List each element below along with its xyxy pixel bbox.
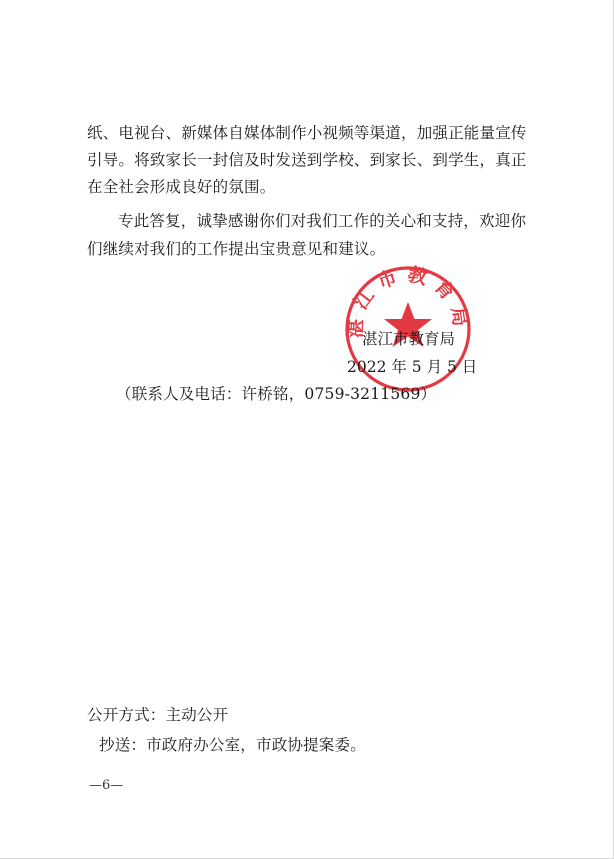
body-line-1: 纸、电视台、新媒体自媒体制作小视频等渠道，加强正能量宣传 [87,124,527,142]
body-line-3: 在全社会形成良好的氛围。 [87,178,276,196]
signing-date: 2022 年 5 月 5 日 [347,358,478,376]
disclosure-line [87,705,228,725]
disclosure-label: 公开方式： [87,706,166,724]
seal-text: 湛江市教育局 [344,264,473,339]
contact-info: （联系人及电话：许桥铭，0759-3211569） [116,385,437,403]
cc-label: 抄送： [99,736,147,754]
body-line-5: 们继续对我们的工作提出宝贵意见和建议。 [87,240,386,258]
signing-department: 湛江市教育局 [362,330,456,348]
disclosure-value: 主动公开 [165,706,229,724]
body-line-4: 专此答复，诚挚感谢你们对我们工作的关心和支持，欢迎你 [118,212,527,230]
page-number: —6— [89,778,124,793]
body-line-2: 引导。将致家长一封信及时发送到学校、到家长、到学生，真正 [87,151,527,169]
cc-line [99,735,366,755]
cc-value: 市政府办公室，市政协提案委。 [146,736,366,754]
